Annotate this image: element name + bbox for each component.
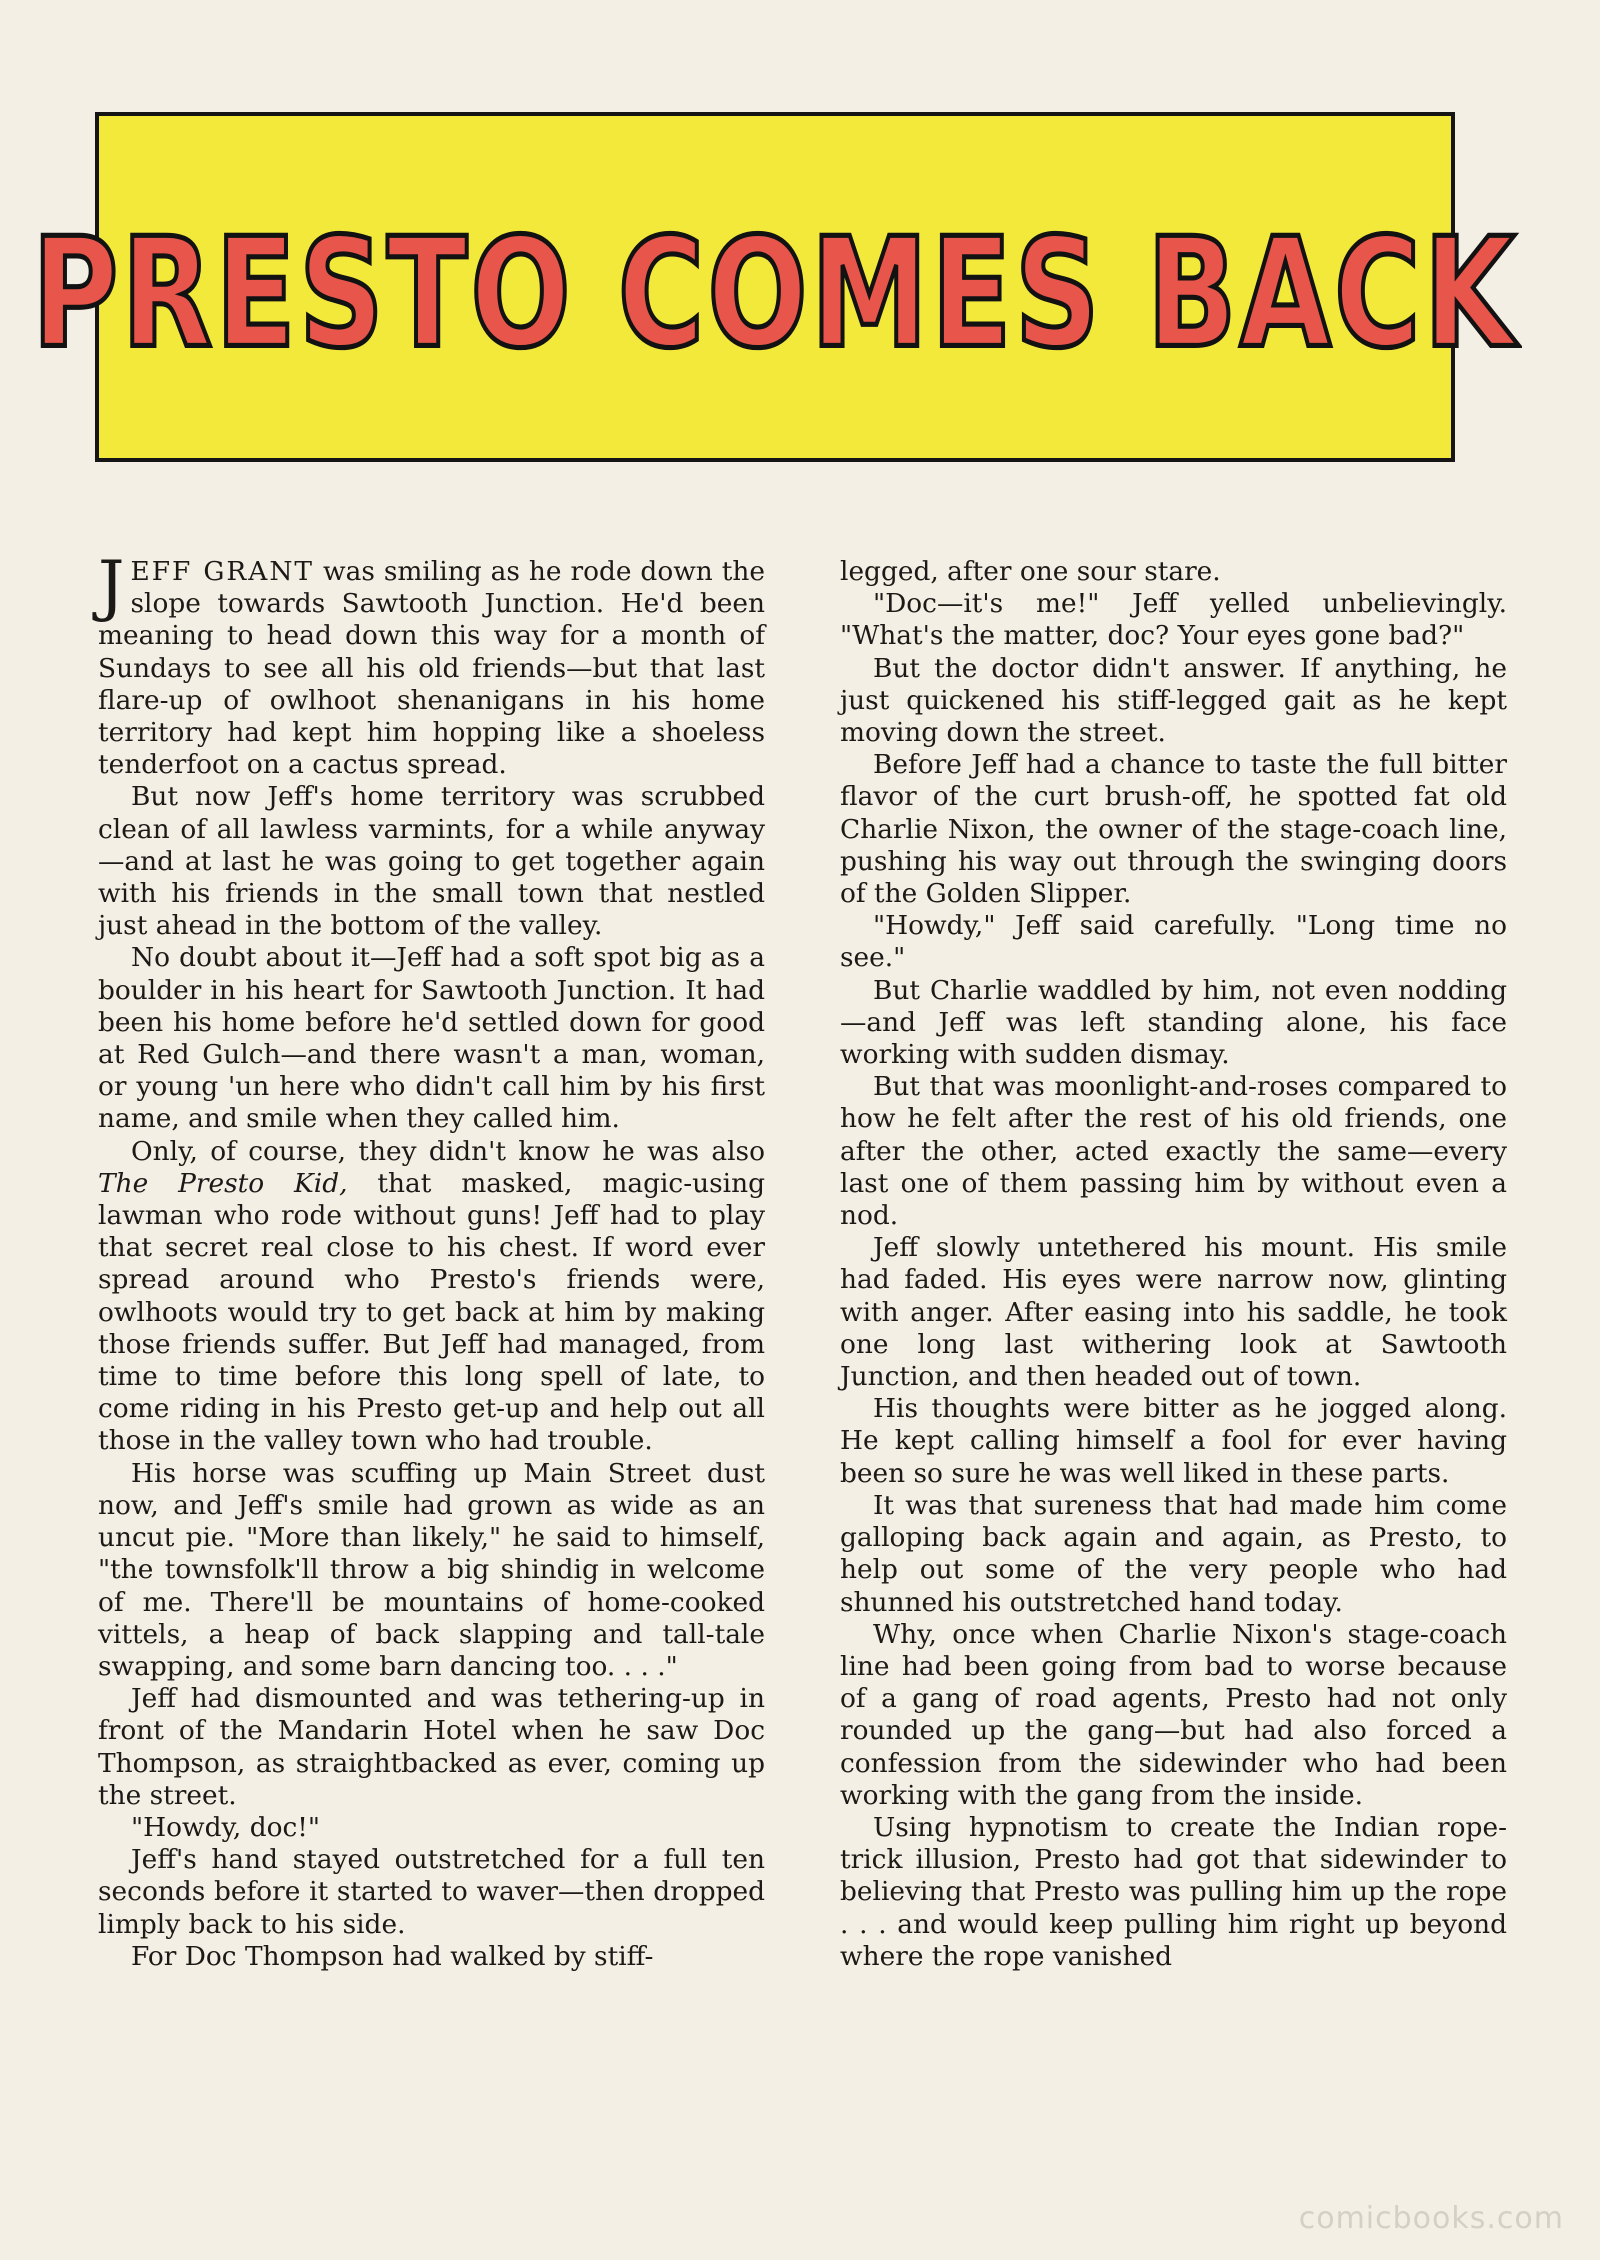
paragraph: But Charlie waddled by him, not even nodding—and Jeff was left standing alone, his face working with sudden dismay. [840, 974, 1507, 1071]
paragraph: "Howdy," Jeff said carefully. "Long time no see." [840, 910, 1507, 974]
paragraph: "Howdy, doc!" [131, 1811, 321, 1843]
paragraph: No doubt about it—Jeff had a soft spot big as a boulder in his heart for Sawtooth Junction. It had been his home before he'd settled down for good at Red Gulch—and there wasn't a man, woman, or young 'un here who didn't call him by his first name, and smile when they called him. [98, 942, 765, 1135]
paragraph: Jeff's hand stayed outstretched for a full ten seconds before it started to waver—then dropped limply back to his side. [98, 1844, 765, 1940]
paragraph: Jeff had dismounted and was tethering-up in front of the Mandarin Hotel when he saw Doc Thompson, as straightbacked as ever, coming up the street. [98, 1683, 765, 1811]
paragraph-text: was smiling as he rode down the slope towards Sawtooth Junction. He'd been meaning to head down this way for a month of Sundays to see all his old friends—but that last flare-up of owlhoot shenanigans in his home territory had kept him hopping like a shoeless tenderfoot on a cactus spread. [98, 556, 765, 781]
paragraph: But that was moonlight-and-roses compared to how he felt after the rest of his old friends, one after the other, acted exactly the same—every last one of them passing him by without even a nod. [840, 1071, 1507, 1232]
paragraph: His thoughts were bitter as he jogged along. He kept calling himself a fool for ever having been so sure he was well liked in these parts. [840, 1393, 1507, 1489]
paragraph: Using hypnotism to create the Indian rope-trick illusion, Presto had got that sidewinder to believing that Presto was pulling him up the rope . . . and would keep pulling him right up beyond where the rope vanished [840, 1811, 1507, 1972]
paragraph: For Doc Thompson had walked by stiff- [131, 1940, 654, 1972]
paragraph: Why, once when Charlie Nixon's stage-coach line had been going from bad to worse because of a gang of road agents, Presto had not only rounded up the gang—but had also forced a confession from the sidewinder who had been working with the gang from the inside. [840, 1618, 1507, 1811]
site-watermark: comicbooks.com [1298, 2201, 1564, 2236]
drop-cap: J [98, 547, 125, 624]
paragraph [98, 547, 765, 781]
paragraph: But now Jeff's home territory was scrubbed clean of all lawless varmints, for a while anyway—and at last he was going to get together again with his friends in the small town that nestled just ahead in the bottom of the valley. [98, 781, 765, 942]
paragraph: legged, after one sour stare. [840, 556, 1221, 587]
title-banner [31, 112, 1519, 462]
paragraph: Jeff slowly untethered his mount. His smile had faded. His eyes were narrow now, glinting with anger. After easing into his saddle, he took one long last withering look at Sawtooth Junction, and then headed out of town. [840, 1232, 1507, 1393]
text-column-left [98, 547, 765, 1973]
paragraph: Before Jeff had a chance to taste the full bitter flavor of the curt brush-off, he spotted fat old Charlie Nixon, the owner of the stage-coach line, pushing his way out through the swinging doors of the Golden Slipper. [840, 749, 1507, 910]
italic-name: The Presto Kid, [98, 1167, 348, 1199]
story-title: PRESTO COMES BACK [31, 204, 1519, 382]
paragraph: It was that sureness that had made him come galloping back again and again, as Presto, to help out some of the very people who had shunned his outstretched hand today. [840, 1489, 1507, 1618]
text-column-right [840, 556, 1507, 1973]
paragraph-text: that masked, magic-using lawman who rode without guns! Jeff had to play that secret real close to his chest. If word ever spread around who Presto's friends were, owlhoots would try to get back at him by making those friends suffer. But Jeff had managed, from time to time before this long spell of late, to come riding in his Presto get-up and help out all those in the valley town who had trouble. [98, 1167, 765, 1457]
paragraph: His horse was scuffing up Main Street dust now, and Jeff's smile had grown as wide as an uncut pie. "More than likely," he said to himself, "the townsfolk'll throw a big shindig in welcome of me. There'll be mountains of home-cooked vittels, a heap of back slapping and tall-tale swapping, and some barn dancing too. . . ." [98, 1457, 765, 1682]
paragraph-text: Only, of course, they didn't know he was also [131, 1135, 765, 1167]
paragraph: "Doc—it's me!" Jeff yelled unbelievingly. "What's the matter, doc? Your eyes gone bad?" [840, 588, 1507, 652]
lead-in: EFF GRANT [130, 556, 315, 587]
paragraph [98, 1136, 765, 1458]
paragraph: But the doctor didn't answer. If anything, he just quickened his stiff-legged gait as he kept moving down the street. [840, 652, 1507, 749]
